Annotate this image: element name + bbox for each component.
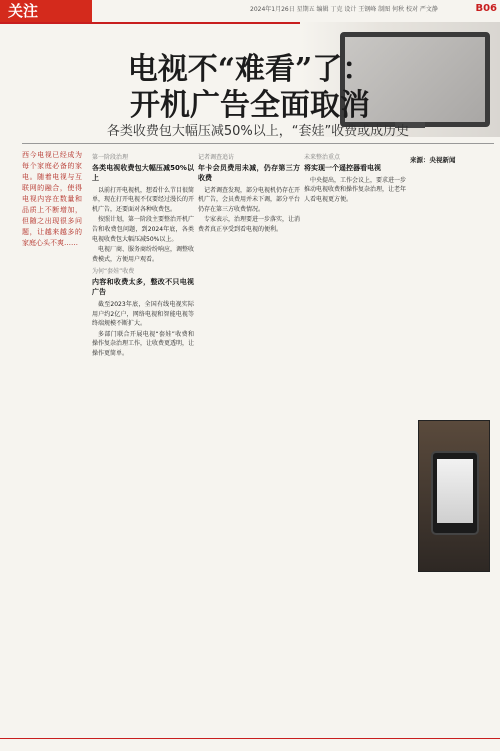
section-label: 记者调查追访 <box>198 154 235 161</box>
paragraph: 电视厂商、服务商纷纷响应，调整收费模式，方便用户观看。 <box>92 246 194 263</box>
headline-line-2: 开机广告全面取消 <box>130 88 370 123</box>
phone-screen <box>437 459 473 523</box>
paragraph: 以前打开电视机，想看什么节目很简单，现在打开电视不仅要经过漫长的开机广告，还要面对各种收费包。 <box>92 186 194 213</box>
divider <box>22 143 494 144</box>
paragraph: 专家表示，治理要进一步落实，让消费者真正享受到看电视的便利。 <box>198 216 300 233</box>
phone-icon <box>431 451 479 535</box>
section-label: 未来整治重点 <box>304 154 341 161</box>
byline: 来源：央视新闻 <box>410 156 456 164</box>
headline <box>0 52 500 124</box>
article-column-3 <box>304 150 406 742</box>
section-title: 内容和收费太多，整改不只电视广告 <box>92 277 194 296</box>
section-label: 第一阶段治理 <box>92 154 129 161</box>
paragraph: 截至2023年底，全国有线电视实际用户约2亿户，网络电视和智能电视等终端规模不断扩大。 <box>92 300 194 328</box>
subheadline: 各类收费包大幅压减50%以上，“套娃”收费或成历史 <box>106 124 410 139</box>
section-title: 年卡会员费用未减，仍存第三方收费 <box>198 163 300 182</box>
article-column-1 <box>92 150 194 742</box>
paragraph: 记者调查发现，部分电视机仍存在开机广告，会员费用并未下调，部分平台仍存在第三方收费情况。 <box>198 186 300 213</box>
page-footer <box>0 738 500 751</box>
headline-line-1: 电视不“难看”了： <box>127 52 373 87</box>
header-info: 2024年1月26日 星期五 编辑 丁克 设计 王钢峰 制图 何秋 校对 严文静 <box>250 6 438 13</box>
paragraph: 按照计划，第一阶段主要整治开机广告和收费包问题，到2024年底，各类电视收费包大幅压减50%以上。 <box>92 216 194 243</box>
section-title: 将实现一个遥控器看电视 <box>304 163 381 172</box>
section-tag: 关注 <box>0 0 92 22</box>
page-header <box>0 0 500 24</box>
page-number: B06 <box>475 3 497 14</box>
lead-paragraph: 西今电视已经成为每个家庭必备的家电。随着电视与互联网的融合，使得电视内容在数量和品质上不断增加，但随之出现很多问题，让越来越多的家庭心头不爽…… <box>22 151 82 247</box>
paragraph: 多部门联合开展电视“套娃”收费和操作复杂治理工作，让收费更透明，让操作更简单。 <box>92 330 194 357</box>
section-label: 为何“套娃”收费 <box>92 268 135 276</box>
remote-phone-photo <box>418 420 490 572</box>
article-column-2 <box>198 150 300 742</box>
section-title: 各类电视收费包大幅压减50%以上 <box>92 163 194 182</box>
paragraph: 中央提出，工作会议上，要求进一步推动电视收费和操作复杂治理，让老年人看电视更方便。 <box>304 176 406 203</box>
